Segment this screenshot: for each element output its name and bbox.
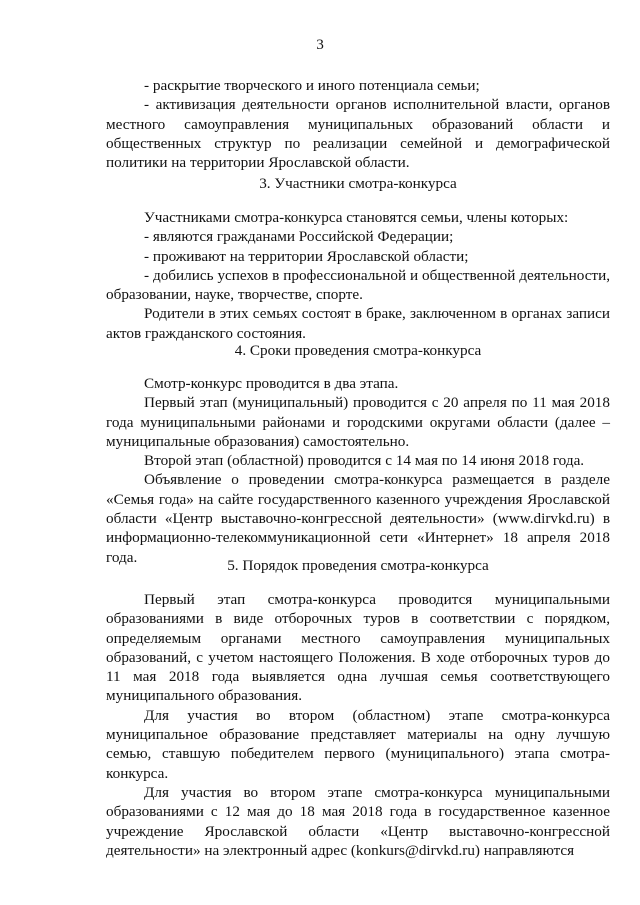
paragraph: Для участия во втором (областном) этапе смотра-конкурса муниципальное образование представляет материалы на одну лучшую семью, ставшую победителем первого (муниципального) этапа смотра-конкурса.: [106, 706, 610, 782]
list-item: - проживают на территории Ярославской области;: [144, 247, 469, 265]
section-4-body: [106, 374, 610, 567]
intro-item: - раскрытие творческого и иного потенциала семьи;: [144, 77, 480, 94]
paragraph: Первый этап (муниципальный) проводится с 20 апреля по 11 мая 2018 года муниципальными районами и городскими округами области (далее – муниципальные образования) самостоятельно.: [106, 394, 610, 450]
paragraph: Родители в этих семьях состоят в браке, заключенном в органах записи актов гражданского состояния.: [106, 305, 610, 342]
section-4: [106, 341, 610, 360]
page-number: 3: [316, 36, 324, 53]
paragraph: Объявление о проведении смотра-конкурса размещается в разделе «Семья года» на сайте государственного казенного учреждения Ярославской области «Центр выставочно-конгрессной деятельности» (www.dirvkd.ru) в информационно-телекоммуникационной сети «Интернет» 18 апреля 2018 года.: [106, 471, 610, 566]
section-4-heading: 4. Сроки проведения смотра-конкурса: [234, 342, 482, 359]
paragraph: Смотр-конкурс проводится в два этапа.: [144, 375, 399, 392]
intro-item: - активизация деятельности органов исполнительной власти, органов местного самоуправления муниципальных образований области и общественных структур по реализации семейной и демографической политики на территории Ярославской области.: [106, 96, 610, 172]
list-item: - добились успехов в профессиональной и общественной деятельности, образовании, науке, творчестве, спорте.: [106, 266, 610, 304]
paragraph: Участниками смотра-конкурса становятся семьи, члены которых:: [144, 209, 569, 226]
section-5-heading: 5. Порядок проведения смотра-конкурса: [227, 557, 489, 574]
intro-block: [106, 76, 610, 172]
paragraph: Первый этап смотра-конкурса проводится муниципальными образованиями в виде отборочных туров в соответствии с порядком, определяемым органами местного самоуправления муниципальных образований, с учетом настоящего Положения. В ходе отборочных туров до 11 мая 2018 года выявляется одна лучшая семья соответствующего муниципального образования.: [106, 591, 610, 705]
section-3-body: [106, 208, 610, 343]
section-3-heading: 3. Участники смотра-конкурса: [259, 175, 457, 192]
paragraph: Второй этап (областной) проводится с 14 мая по 14 июня 2018 года.: [144, 452, 585, 470]
section-3: [106, 174, 610, 193]
section-5: [106, 556, 610, 575]
paragraph: Для участия во втором этапе смотра-конкурса муниципальными образованиями с 12 мая до 18 мая 2018 года в государственное казенное учреждение Ярославской области «Центр выставочно-конгрессной деятельности» на электронный адрес (konkurs@dirvkd.ru) направляются: [106, 783, 610, 859]
section-5-body: [106, 590, 610, 860]
list-item: - являются гражданами Российской Федерации;: [144, 228, 454, 246]
